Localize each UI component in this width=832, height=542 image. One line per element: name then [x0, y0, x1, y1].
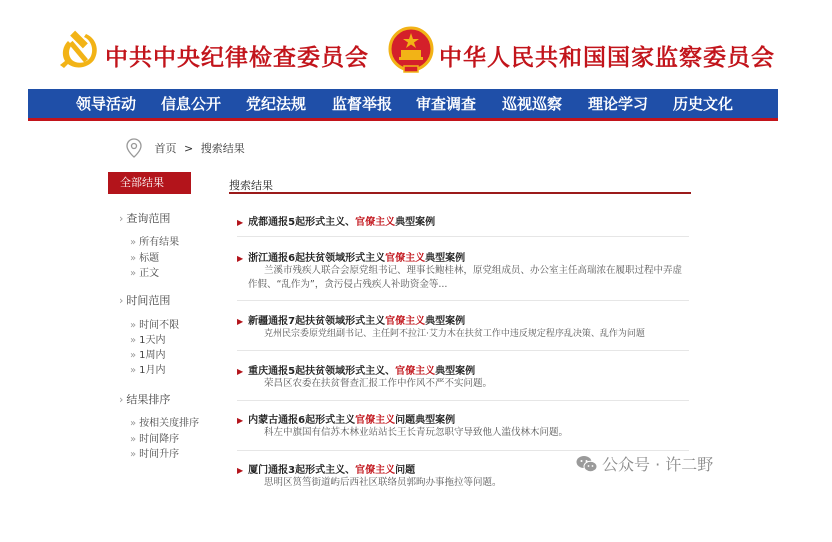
- sidebar-active-all-results[interactable]: 全部结果: [108, 172, 191, 194]
- result-title[interactable]: ▶ 内蒙古通报6起形式主义官僚主义问题典型案例: [237, 415, 456, 426]
- sidebar-item-sort-asc[interactable]: » 时间升序: [130, 449, 180, 460]
- result-title[interactable]: ▶ 重庆通报5起扶贫领域形式主义、官僚主义典型案例: [237, 366, 476, 377]
- result-title[interactable]: ▶ 浙江通报6起扶贫领域形式主义官僚主义典型案例: [237, 253, 466, 264]
- main-nav: [28, 89, 778, 121]
- results-heading: 搜索结果: [229, 179, 273, 192]
- nav-item-inspection[interactable]: 巡视巡察: [502, 95, 563, 113]
- bullet-triangle-icon: ▶: [237, 254, 244, 263]
- wechat-watermark: 公众号 · 许二野: [576, 452, 713, 475]
- result-snippet: 兰溪市残疾人联合会原党组书记、理事长鲍桂林，原党组成员、办公室主任高瑞浓在履职过程中弄虚作假、“乱作为”，贪污侵占残疾人补助资金等...: [248, 265, 683, 290]
- sidebar-group-scope[interactable]: › 查询范围: [119, 212, 171, 225]
- breadcrumb-separator: >: [184, 141, 194, 155]
- bullet-triangle-icon: ▶: [237, 367, 244, 376]
- sidebar-item-1-day[interactable]: » 1天内: [130, 335, 166, 346]
- nav-item-theory[interactable]: 理论学习: [588, 95, 649, 113]
- location-pin-icon: [125, 138, 143, 158]
- result-separator: [237, 300, 689, 301]
- wechat-icon: [576, 455, 598, 473]
- nav-item-history[interactable]: 历史文化: [673, 95, 734, 113]
- bullet-triangle-icon: ▶: [237, 218, 244, 227]
- sidebar-group-sort[interactable]: › 结果排序: [119, 393, 171, 406]
- result-separator: [237, 350, 689, 351]
- party-emblem-icon: [58, 28, 102, 72]
- result-snippet: 荣昌区农委在扶贫督查汇报工作中作风不严不实问题。: [264, 378, 493, 389]
- nav-item-leadership[interactable]: 领导活动: [76, 95, 137, 113]
- bullet-triangle-icon: ▶: [237, 466, 244, 475]
- sidebar-item-all[interactable]: » 所有结果: [130, 237, 180, 248]
- nav-item-info-disclosure[interactable]: 信息公开: [161, 95, 222, 113]
- sidebar-item-any-time[interactable]: » 时间不限: [130, 320, 180, 331]
- bullet-triangle-icon: ▶: [237, 317, 244, 326]
- breadcrumb-current: 搜索结果: [200, 142, 245, 155]
- supervision-commission-title: 中华人民共和国国家监察委员会: [439, 44, 775, 71]
- results-heading-rule: [229, 192, 691, 194]
- result-snippet: 克州民宗委原党组副书记、主任阿不拉江·艾力木在扶贫工作中违反规定程序乱决策、乱作为问题: [264, 329, 645, 339]
- nav-item-regulations[interactable]: 党纪法规: [246, 95, 307, 113]
- sidebar-item-1-week[interactable]: » 1周内: [130, 350, 166, 361]
- national-emblem-icon: [388, 26, 434, 74]
- nav-item-report[interactable]: 监督举报: [332, 95, 393, 113]
- result-title[interactable]: ▶ 成都通报5起形式主义、官僚主义典型案例: [237, 217, 436, 228]
- bullet-triangle-icon: ▶: [237, 416, 244, 425]
- sidebar-item-1-month[interactable]: » 1月内: [130, 365, 166, 376]
- breadcrumb: [125, 138, 245, 158]
- sidebar-item-title[interactable]: » 标题: [130, 253, 160, 264]
- result-snippet: 思明区筼筜街道屿后西社区联络员郭昫办事拖拉等问题。: [264, 477, 502, 488]
- result-separator: [237, 236, 689, 237]
- breadcrumb-home[interactable]: 首页: [154, 142, 177, 155]
- result-separator: [237, 450, 689, 451]
- result-title[interactable]: ▶ 新疆通报7起扶贫领域形式主义官僚主义典型案例: [237, 316, 466, 327]
- result-title[interactable]: ▶ 厦门通报3起形式主义、官僚主义问题: [237, 465, 416, 476]
- result-separator: [237, 400, 689, 401]
- cpc-commission-title: 中共中央纪律检查委员会: [105, 44, 369, 71]
- sidebar-item-body[interactable]: » 正文: [130, 268, 160, 279]
- sidebar-item-sort-relevance[interactable]: » 按相关度排序: [130, 418, 200, 429]
- sidebar-item-sort-desc[interactable]: » 时间降序: [130, 434, 180, 445]
- result-snippet: 科左中旗国有信苏木林业站站长王长青玩忽职守导致他人滥伐林木问题。: [264, 427, 569, 438]
- sidebar-group-time[interactable]: › 时间范围: [119, 294, 171, 307]
- nav-item-investigation[interactable]: 审查调查: [416, 95, 477, 113]
